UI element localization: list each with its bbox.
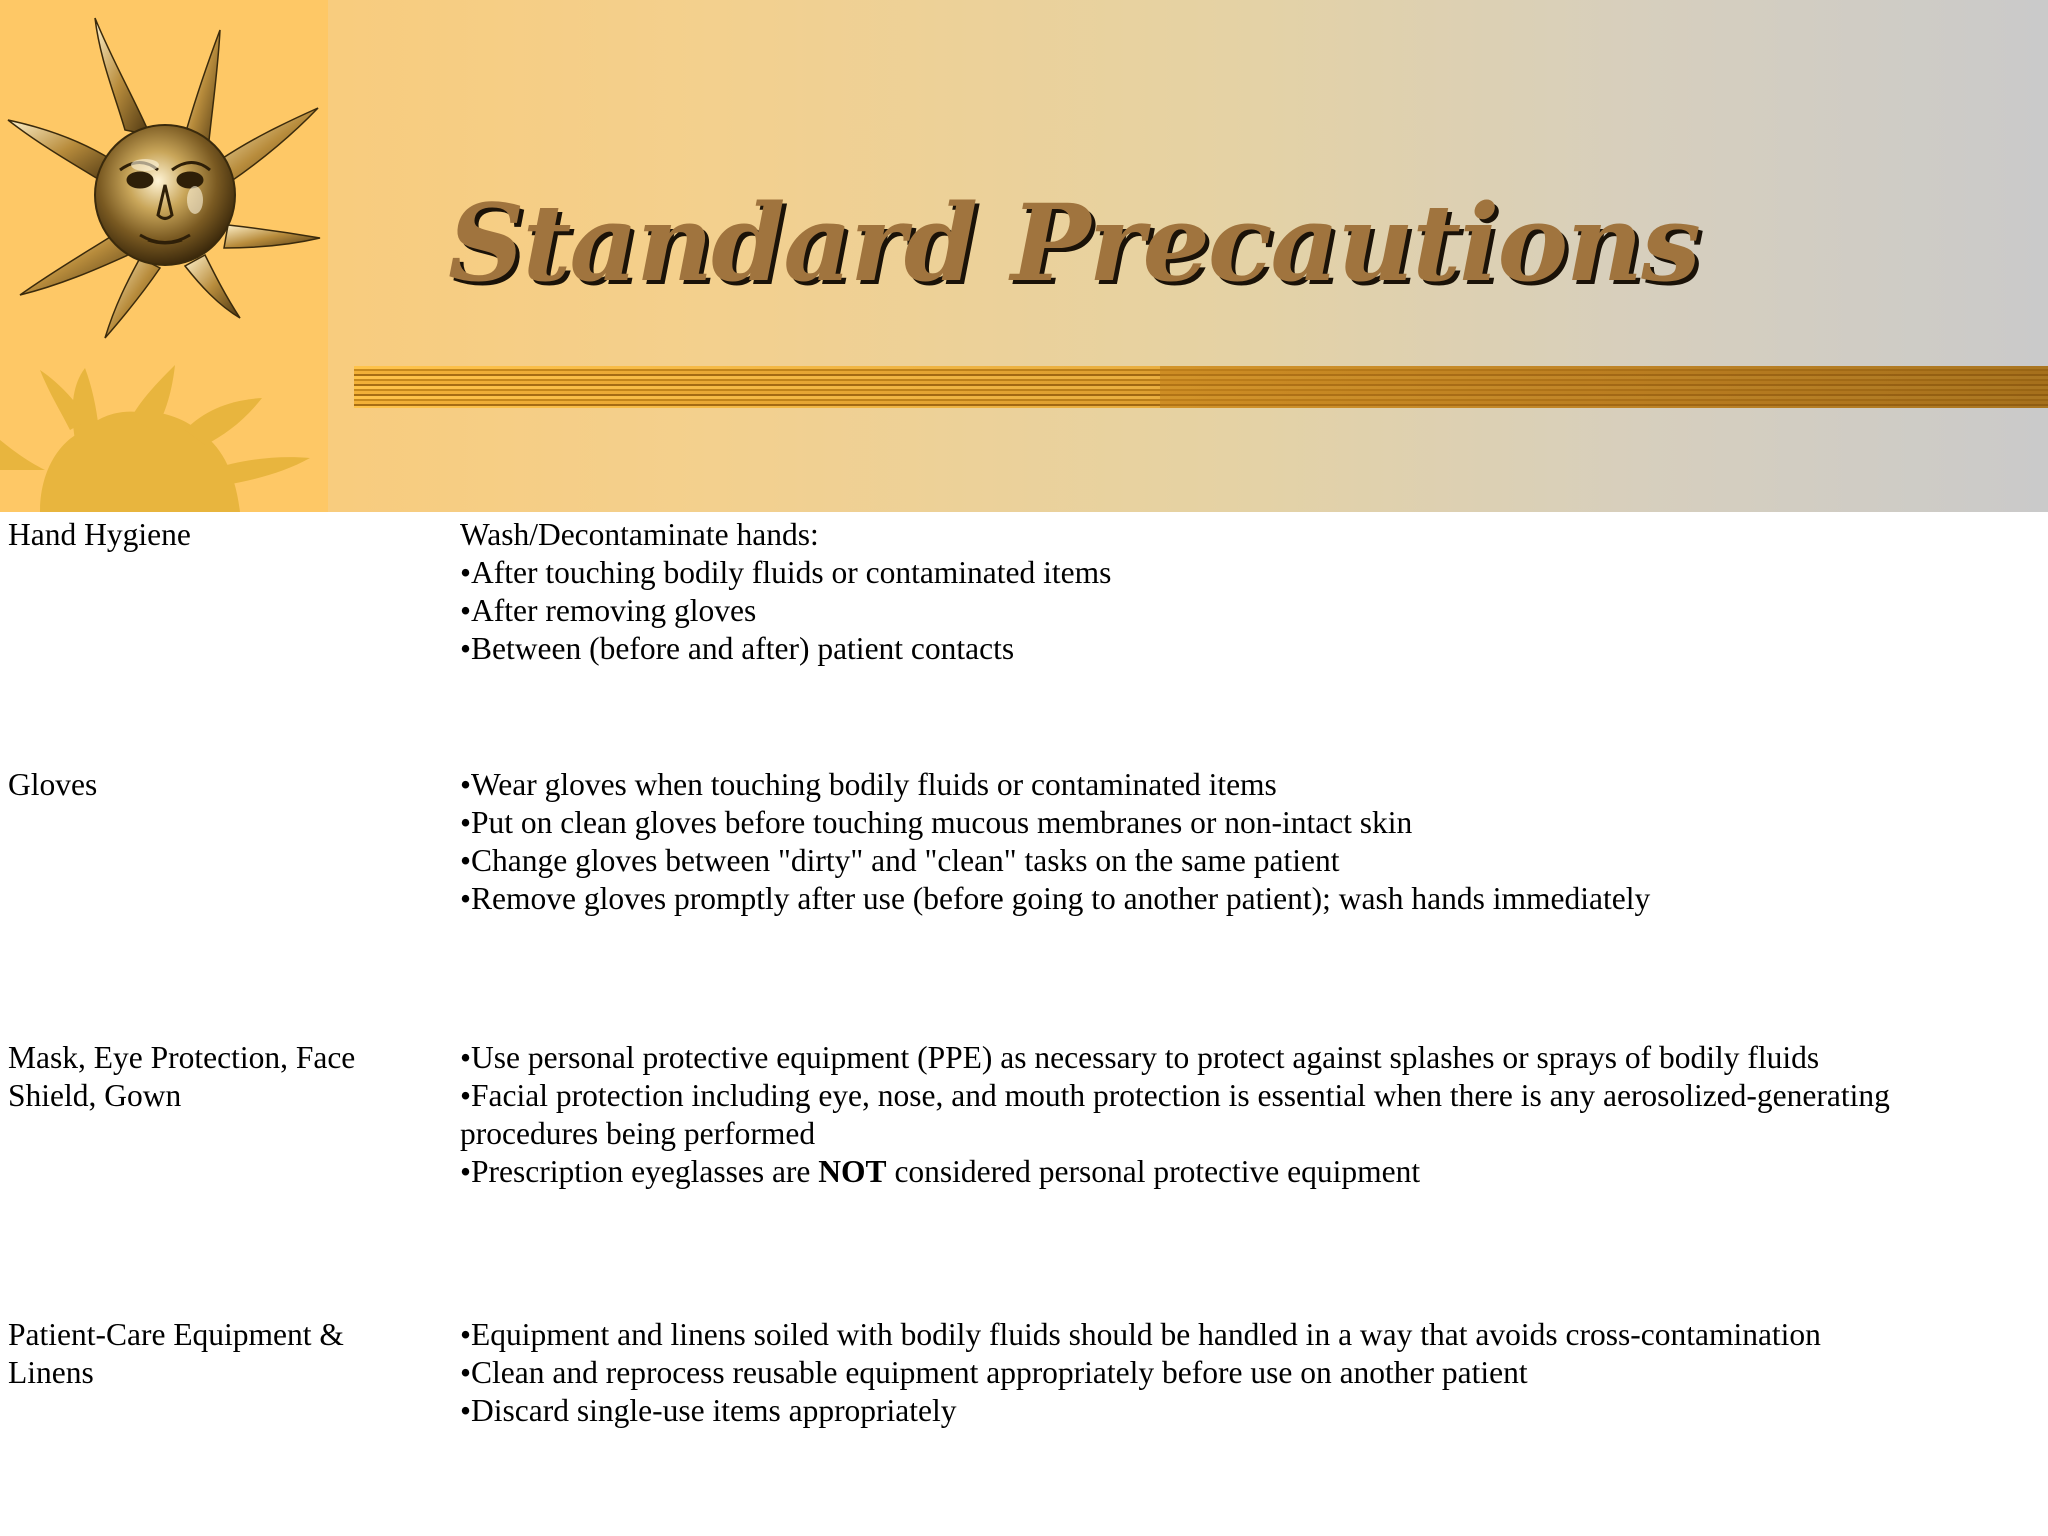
row-line: •Equipment and linens soiled with bodily fluids should be handled in a way that avoids cross-contamination bbox=[460, 1317, 1821, 1352]
row-line: •Clean and reprocess reusable equipment appropriately before use on another patient bbox=[460, 1355, 1528, 1390]
row-label-line: Patient-Care Equipment & bbox=[8, 1317, 344, 1352]
row-line: •After touching bodily fluids or contaminated items bbox=[460, 555, 1112, 590]
row-line: •Remove gloves promptly after use (before going to another patient); wash hands immediately bbox=[460, 881, 1651, 916]
row-line: •Discard single-use items appropriately bbox=[460, 1393, 957, 1428]
row-body bbox=[460, 1316, 2020, 1430]
row-line: •After removing gloves bbox=[460, 593, 757, 628]
row-line: Wash/Decontaminate hands: bbox=[460, 517, 819, 552]
row-label-line: Linens bbox=[8, 1355, 94, 1390]
row-body bbox=[460, 1039, 2020, 1191]
row-line-part: considered personal protective equipment bbox=[886, 1154, 1421, 1189]
row-label-line: Mask, Eye Protection, Face bbox=[8, 1040, 356, 1075]
emphasis-not: NOT bbox=[818, 1154, 887, 1189]
row-body bbox=[460, 516, 2020, 668]
row-line-part: •Prescription eyeglasses are bbox=[460, 1154, 819, 1189]
row-line: •Between (before and after) patient contacts bbox=[460, 631, 1015, 666]
row-line bbox=[460, 1153, 2020, 1191]
left-panel bbox=[0, 0, 328, 512]
row-line: •Facial protection including eye, nose, and mouth protection is essential when there is any aerosolized-generating bbox=[460, 1078, 1890, 1113]
row-label: Hand Hygiene bbox=[8, 517, 191, 552]
title-underline-shade bbox=[1160, 366, 2048, 408]
sun-rays-icon bbox=[0, 0, 328, 512]
row-line: •Wear gloves when touching bodily fluids or contaminated items bbox=[460, 767, 1277, 802]
row-body bbox=[460, 766, 2020, 918]
row-line: •Change gloves between "dirty" and "clean" tasks on the same patient bbox=[460, 843, 1340, 878]
row-label-line: Shield, Gown bbox=[8, 1078, 182, 1113]
slide-title: Standard Precautions bbox=[448, 180, 1699, 305]
row-line: procedures being performed bbox=[460, 1116, 816, 1151]
row-line: •Put on clean gloves before touching mucous membranes or non-intact skin bbox=[460, 805, 1413, 840]
row-label bbox=[8, 1039, 428, 1115]
row-label: Gloves bbox=[8, 767, 98, 802]
row-line: •Use personal protective equipment (PPE) as necessary to protect against splashes or sprays of bodily fluids bbox=[460, 1040, 1820, 1075]
row-label bbox=[8, 1316, 428, 1392]
